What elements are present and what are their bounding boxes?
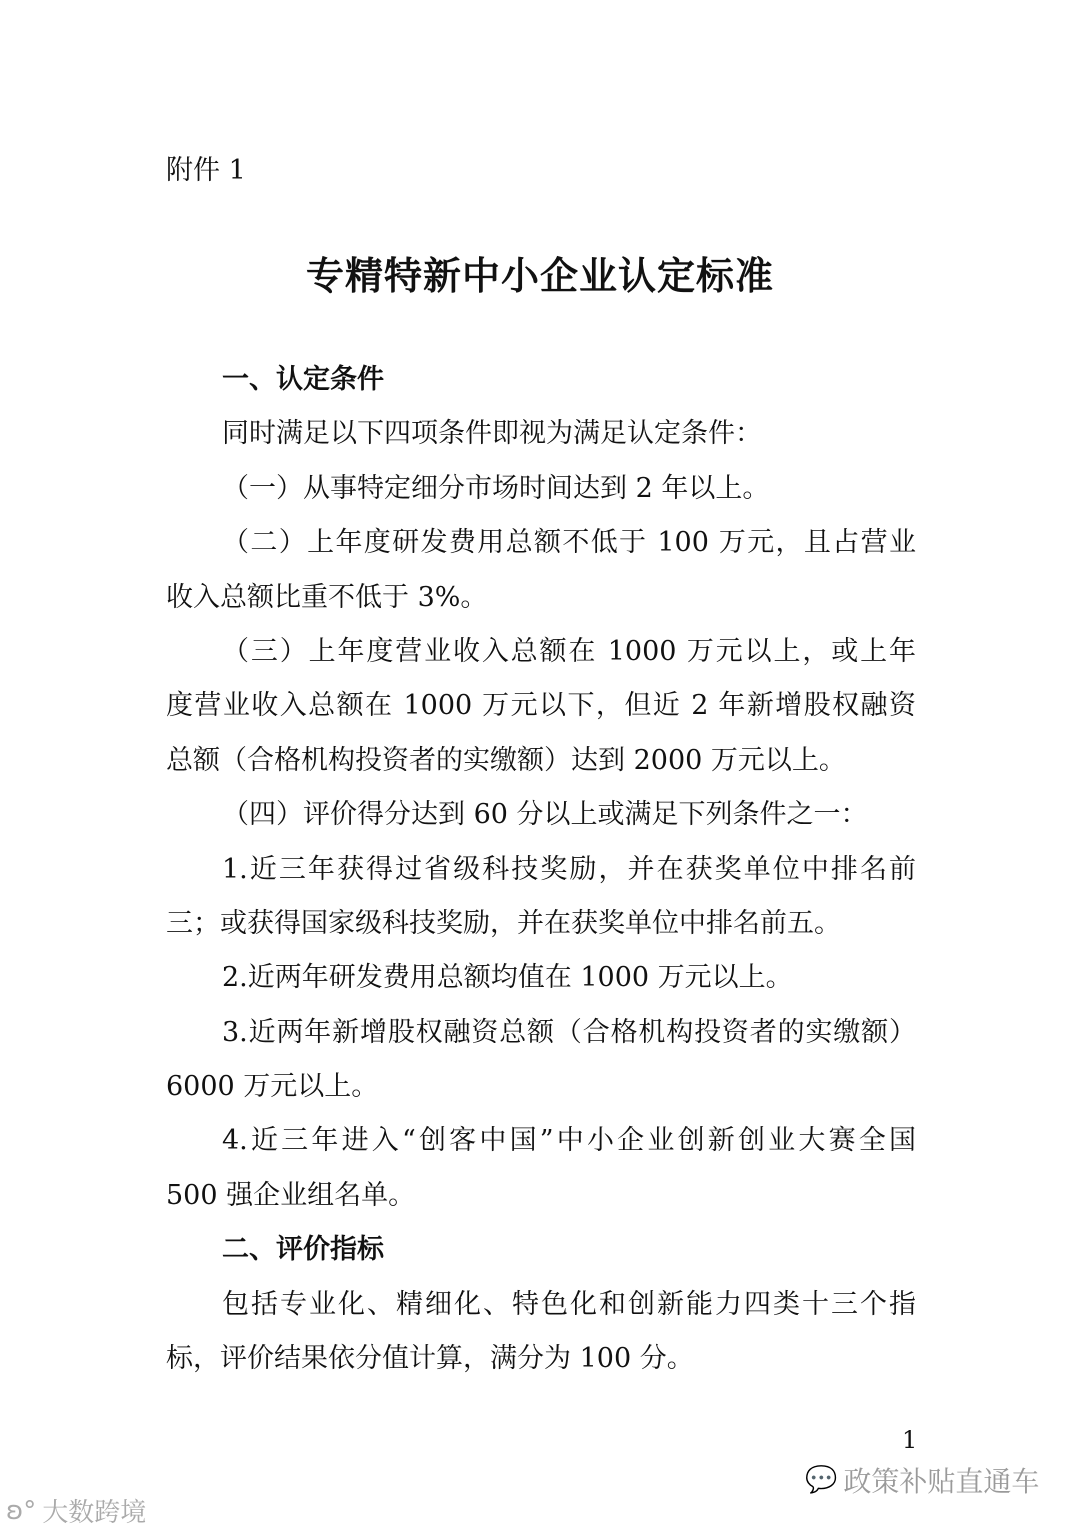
text-line: 三；或获得国家级科技奖励，并在获奖单位中排名前五。	[166, 907, 841, 939]
logo-icon: ʚ°	[6, 1495, 37, 1526]
text-line: 总额（合格机构投资者的实缴额）达到 2000 万元以上。	[166, 744, 846, 776]
section-heading: 一、认定条件	[222, 364, 384, 395]
text-line: （四）评价得分达到 60 分以上或满足下列条件之一：	[222, 799, 868, 831]
text-line: 同时满足以下四项条件即视为满足认定条件：	[222, 418, 762, 450]
section-heading: 二、评价指标	[222, 1234, 384, 1266]
text-line: 度营业收入总额在 1000 万元以下，但近 2 年新增股权融资	[166, 690, 916, 722]
text-line: 6000 万元以上。	[166, 1071, 379, 1103]
logo-text: 大数跨境	[42, 1498, 147, 1528]
text-line: 1.近三年获得过省级科技奖励，并在获奖单位中排名前	[222, 853, 916, 885]
text-line: 4.近三年进入“创客中国”中小企业创新创业大赛全国	[222, 1125, 916, 1157]
document-body	[166, 353, 916, 1386]
logo-watermark	[6, 1492, 146, 1529]
text-line: 标，评价结果依分值计算，满分为 100 分。	[166, 1343, 694, 1375]
text-line: 3.近两年新增股权融资总额（合格机构投资者的实缴额）	[222, 1016, 916, 1048]
text-line: （二）上年度研发费用总额不低于 100 万元，且占营业	[222, 527, 916, 559]
page-number: 1	[902, 1426, 918, 1454]
text-line: （一）从事特定细分市场时间达到 2 年以上。	[222, 472, 770, 504]
text-line: 包括专业化、精细化、特色化和创新能力四类十三个指	[222, 1288, 916, 1320]
wechat-icon: 💬	[805, 1465, 838, 1495]
wechat-account-name: 政策补贴直通车	[843, 1465, 1040, 1498]
text-line: 2.近两年研发费用总额均值在 1000 万元以上。	[222, 962, 793, 994]
wechat-watermark	[805, 1460, 1039, 1500]
text-line: 收入总额比重不低于 3%。	[166, 581, 488, 613]
text-line: （三）上年度营业收入总额在 1000 万元以上，或上年	[222, 635, 916, 667]
document-title: 专精特新中小企业认定标准	[305, 253, 774, 298]
text-line: 500 强企业组名单。	[166, 1179, 416, 1211]
annex-label: 附件 1	[166, 155, 246, 186]
